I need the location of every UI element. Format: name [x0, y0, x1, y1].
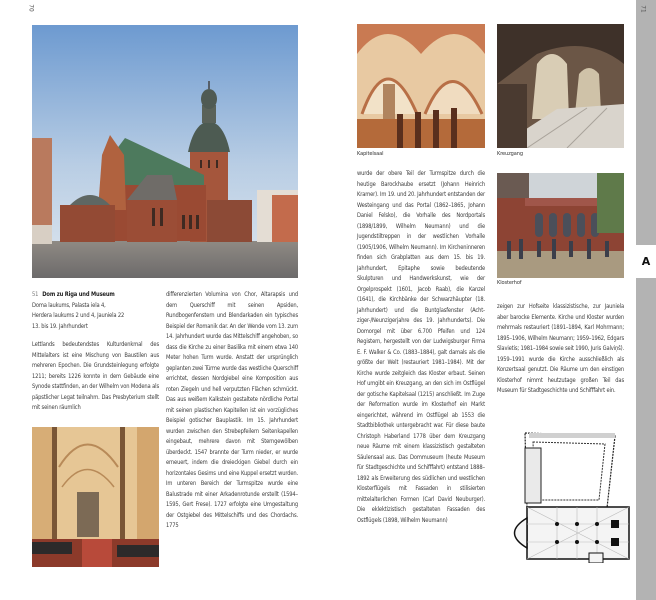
left-page-column-2	[166, 290, 298, 532]
kreuzgang-illustration	[497, 24, 624, 148]
cathedral-interior-illustration	[32, 427, 159, 567]
entry-address-line-1: Doma laukums, Palasta iela 4,	[32, 302, 106, 309]
right-page-column-1-text: wurde der obere Teil der Turmspitze durch die heutige Barockhaube ersetzt (Johann Heinrich Kramer). Im 19. und 20. Jahrhundert entstanden der Westeingang und das Portal (1862–1865, Johann Daniel Felsko), die Vorhalle des Nordportals (1898/1899, Wilhelm Neumann) und die Jugendstiltreppen in der westlichen Vorhalle (1905/1906, Wilhelm Neumann). Im Kircheninneren finden sich Grabplatten aus dem 15. bis 19. Jahrhundert, Epitaphe sowie bedeutende Skulpturen und Handwerkskunst, wie der Orgelprospekt (1601, Jacob Raab), die Kanzel (1641), die Kirchbänke der Schwarzhäupter (18. Jahrhundert) und die Buntglasfenster (Achtziger-/Neunzigerjahre des 19. Jahrhunderts). Die Domorgel mit über 6.700 Pfeifen und 124 Registern, hergestellt von der Ludwigsburger Firma E. F. Walker & Co. (1883–1884), galt damals als die größte der Welt (restauriert 1981–1984). Mit der Kirche wurde zeitgleich das Kloster erbaut. Seinen Hof umgibt ein Kreuzgang, an den sich im Ostflügel der gotische Kapitelsaal (1215) anschließt. Im Zuge der Reformation wurde im Klosterhof ein Markt eingerichtet, während im Ostflügel ab 1553 die Stadtbibliothek untergebracht war. Für diese baute Christoph Haberland 1778 über dem Kreuzgang neue Räume mit einem klassizistisch gestalteten Säulensaal aus. Das Dommuseum (heute Museum für Stadtgeschichte und Schifffahrt) entstand 1888–1892 als Erweiterung des südlichen und westlichen Klosterflügels mit Fassaden in stilisierten mittelalterlichen Formen (Carl David Neuburger). Die eklektizistisch gestalteten Fassaden des Ostflügels (1898, Wilhelm Neumann)	[357, 171, 486, 524]
right-page-column-2-text: zeigen zur Hofseite klassizistische, zur Jauniela aber barocke Elemente. Kirche und Kloster wurden mehrmals restauriert (1891–1894, Karl Mohrmann; 1895–1906, Wilhelm Neumann; 1959–1962, Edgars Slavietis; 1981–1984 sowie seit 1990, Juris Galviņš). 1959–1991 wurde die Kirche ausschließlich als Konzertsaal genutzt. Die Räume um den einstigen Klosterhof nimmt heutzutage großen Teil das Museum für Stadtgeschichte und Schifffahrt ein.	[497, 304, 624, 394]
kapitelsaal-photo	[357, 24, 485, 148]
cathedral-exterior-photo	[32, 25, 298, 278]
klosterhof-illustration	[497, 173, 624, 278]
entry-title-line	[32, 290, 167, 301]
entry-number: 51	[32, 292, 39, 298]
floor-plan	[497, 428, 632, 563]
left-page-column-1-text: Lettlands bedeutendstes Kulturdenkmal des Mittelalters ist eine Mischung von Baustilen aus mehreren Epochen. Die Grundsteinlegung erfolgte 1211; bereits 1226 konnte in dem Gebäude eine Synode stattfinden, an der Wilhelm von Modena als päpstlicher Legat teilnahm. Das Presbyterium stellt mit seinen räumlich	[32, 342, 159, 411]
caption-kreuzgang: Kreuzgang	[497, 151, 523, 157]
right-page-column-1	[357, 169, 485, 526]
cathedral-exterior-illustration	[32, 25, 298, 278]
caption-kapitelsaal: Kapitelsaal	[357, 151, 384, 157]
thumb-index-strip-bottom	[636, 278, 656, 600]
kreuzgang-photo	[497, 24, 624, 148]
left-page-column-2-text: differenzierten Volumina von Chor, Altarapsis und dem Querschiff mit seinen Apsiden, Rundbogenfenstern und Blendarkaden ein typisches Beispiel der Romanik dar. An der Wende vom 13. zum 14. Jahrhundert wurde das Mittelschiff angehoben, so dass die Kirche zu einer Basilika mit einem etwa 140 Meter hohen Turm wurde. Anstatt der ursprünglich geplanten zwei Türme wurde das westliche Querschiff errichtet, dessen Nordgiebel eine Komposition aus roten Ziegeln und hell verputzten Flächen schmückt. Das aus weißem Kalkstein gestaltete nördliche Portal mit seinen plastischen Kapitellen ist ein vorzügliches Beispiel gotischer Bauplastik. Im 15. Jahrhundert wurden zwischen den Strebepfeilern Seitenkapellen eingebaut, mehrere davon mit Sterngewölben überdeckt. 1547 brannte der Turm nieder, er wurde erneuert, indem die dreieckigen Giebel durch ein horizontales Gesims und eine Kuppel ersetzt wurden. Im unteren Bereich der Turmspitze wurde eine Balustrade mit einer Arkadenrotunde erstellt (1594–1595, Gert Frese). 1727 erfolgte eine Umgestaltung der Ostgiebel des Mittelschiffs und des Chordachs. 1775	[166, 292, 298, 529]
section-tab-a[interactable]: A	[636, 245, 656, 278]
floor-plan-drawing	[497, 428, 632, 563]
left-page-column-1	[32, 340, 159, 414]
right-page-column-2	[497, 302, 624, 397]
caption-klosterhof: Klosterhof	[497, 280, 522, 286]
page-number-left: 70	[27, 4, 36, 12]
klosterhof-photo	[497, 173, 624, 278]
thumb-index-strip-top	[636, 0, 656, 245]
entry-title: Dom zu Riga und Museum	[42, 292, 115, 298]
cathedral-interior-photo	[32, 427, 159, 567]
entry-date-range: 13. bis 19. Jahrhundert	[32, 323, 88, 330]
entry-header	[32, 290, 167, 332]
page-number-right: 71	[639, 5, 648, 13]
kapitelsaal-illustration	[357, 24, 485, 148]
entry-address-line-2: Herdera laukums 2 und 4, Jauniela 22	[32, 313, 125, 319]
